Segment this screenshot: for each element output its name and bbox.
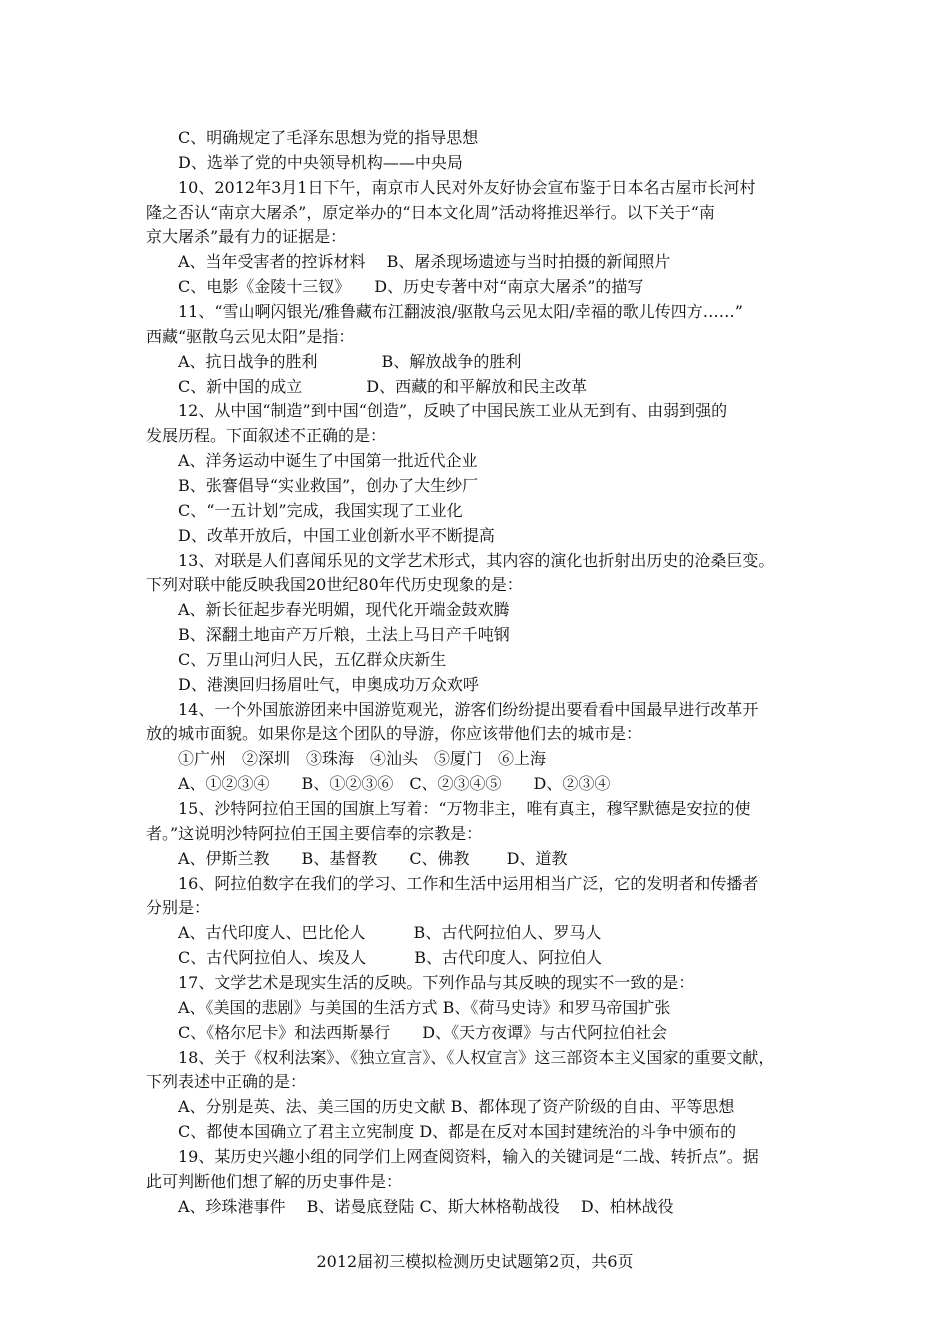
text-line: A、分别是英、法、美三国的历史文献 B、都体现了资产阶级的自由、平等思想 xyxy=(178,1097,735,1117)
text-line: A、①②③④ B、①②③⑥ C、②③④⑤ D、②③④ xyxy=(178,774,611,794)
text-line: 17、文学艺术是现实生活的反映。下列作品与其反映的现实不一致的是： xyxy=(178,972,695,992)
text-line: D、选举了党的中央领导机构——中央局 xyxy=(178,152,463,172)
text-line: ①广州 ②深圳 ③珠海 ④汕头 ⑤厦门 ⑥上海 xyxy=(178,749,547,769)
text-line: 15、沙特阿拉伯王国的国旗上写着：“万物非主，唯有真主，穆罕默德是安拉的使 xyxy=(178,799,751,818)
text-line: A、古代印度人、巴比伦人 B、古代阿拉伯人、罗马人 xyxy=(178,923,602,943)
text-line: 19、某历史兴趣小组的同学们上网查阅资料，输入的关键词是“二战、转折点”。据 xyxy=(178,1146,759,1166)
text-line: A、抗日战争的胜利 B、解放战争的胜利 xyxy=(178,351,522,371)
text-line: A、伊斯兰教 B、基督教 C、佛教 D、道教 xyxy=(178,848,568,868)
text-line: 12、从中国“制造”到中国“创造”，反映了中国民族工业从无到有、由弱到强的 xyxy=(178,401,728,421)
text-line: C、“一五计划”完成，我国实现了工业化 xyxy=(178,500,463,520)
text-line: A、珍珠港事件 B、诺曼底登陆 C、斯大林格勒战役 D、柏林战役 xyxy=(178,1196,674,1216)
text-line: 京大屠杀”最有力的证据是： xyxy=(146,227,347,247)
text-line: B、深翻土地亩产万斤粮，土法上马日产千吨钢 xyxy=(178,625,510,644)
text-line: B、张謇倡导“实业救国”，创办了大生纱厂 xyxy=(178,475,479,495)
text-line: C、电影《金陵十三钗》 D、历史专著中对“南京大屠杀”的描写 xyxy=(178,277,644,297)
text-line: 隆之否认“南京大屠杀”，原定举办的“日本文化周”活动将推迟举行。以下关于“南 xyxy=(146,202,715,222)
text-line: C、明确规定了毛泽东思想为党的指导思想 xyxy=(178,128,479,147)
text-line: C、万里山河归人民，五亿群众庆新生 xyxy=(178,649,447,669)
text-line: 放的城市面貌。如果你是这个团队的导游，你应该带他们去的城市是： xyxy=(146,724,643,744)
text-line: 11、“雪山啊闪银光/雅鲁藏布江翻波浪/驱散乌云见太阳/幸福的歌儿传四方……” xyxy=(178,302,743,321)
text-line: 者。”这说明沙特阿拉伯王国主要信奉的宗教是： xyxy=(146,823,483,843)
text-line: C、《格尔尼卡》和法西斯暴行 D、《天方夜谭》与古代阿拉伯社会 xyxy=(178,1022,668,1042)
text-line: A、当年受害者的控诉材料 B、屠杀现场遗迹与当时拍摄的新闻照片 xyxy=(178,252,671,272)
page-footer: 2012届初三模拟检测历史试题第2页，共6页 xyxy=(316,1252,634,1271)
text-line: A、《美国的悲剧》与美国的生活方式 B、《荷马史诗》和罗马帝国扩张 xyxy=(178,997,671,1017)
text-line: 18、关于《权利法案》、《独立宣言》、《人权宣言》这三部资本主义国家的重要文献， xyxy=(178,1047,775,1067)
text-line: 分别是： xyxy=(146,898,211,918)
text-line: A、洋务运动中诞生了中国第一批近代企业 xyxy=(178,451,478,471)
text-line: 西藏“驱散乌云见太阳”是指： xyxy=(146,326,355,346)
text-line: A、新长征起步春光明媚，现代化开端金鼓欢腾 xyxy=(178,600,510,620)
text-line: 10、2012年3月1日下午，南京市人民对外友好协会宣布鉴于日本名古屋市长河村 xyxy=(178,177,756,197)
text-line: C、都使本国确立了君主立宪制度 D、都是在反对本国封建统治的斗争中颁布的 xyxy=(178,1122,737,1141)
text-line: 下列表述中正确的是： xyxy=(146,1072,307,1092)
text-line: 发展历程。下面叙述不正确的是： xyxy=(146,426,387,446)
text-line: D、改革开放后，中国工业创新水平不断提高 xyxy=(178,525,495,545)
text-line: 下列对联中能反映我国20世纪80年代历史现象的是： xyxy=(146,575,523,595)
text-line: C、新中国的成立 D、西藏的和平解放和民主改革 xyxy=(178,376,588,396)
text-line: 此可判断他们想了解的历史事件是： xyxy=(146,1171,403,1191)
text-line: 13、对联是人们喜闻乐见的文学艺术形式，其内容的演化也折射出历史的沧桑巨变。 xyxy=(178,550,775,570)
text-line: 16、阿拉伯数字在我们的学习、工作和生活中运用相当广泛，它的发明者和传播者 xyxy=(178,873,759,893)
text-line: D、港澳回归扬眉吐气，申奥成功万众欢呼 xyxy=(178,674,479,694)
text-line: 14、一个外国旅游团来中国游览观光，游客们纷纷提出要看看中国最早进行改革开 xyxy=(178,699,759,719)
text-line: C、古代阿拉伯人、埃及人 B、古代印度人、阿拉伯人 xyxy=(178,948,603,968)
